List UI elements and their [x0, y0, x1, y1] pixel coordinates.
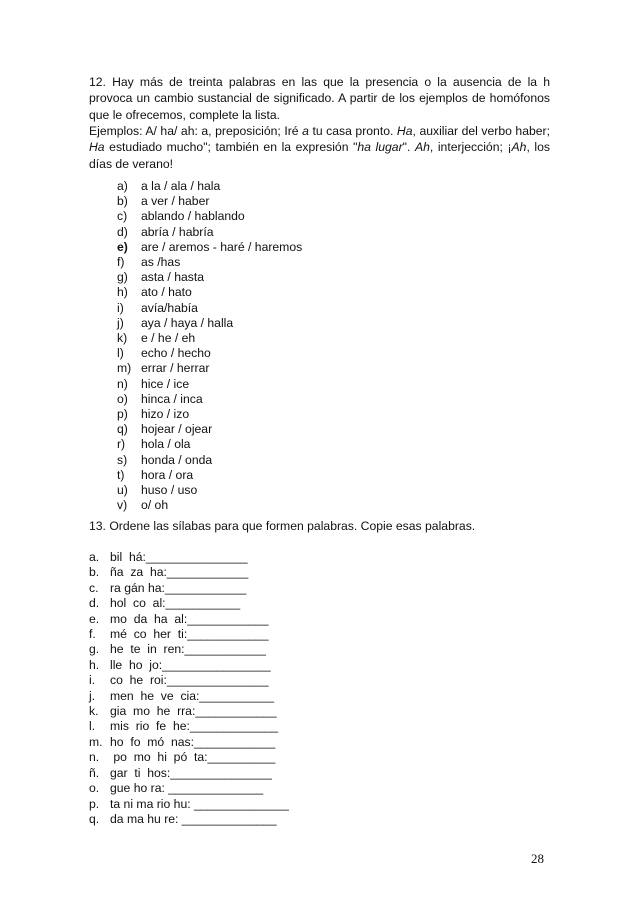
examples-run: ha lugar — [357, 140, 403, 155]
item-text: bil há:_______________ — [110, 550, 248, 564]
list-item — [117, 270, 302, 285]
item-letter: a) — [117, 179, 128, 193]
list-item — [89, 750, 289, 765]
list-item — [117, 453, 302, 468]
item-letter: q. — [89, 811, 100, 826]
list-item — [89, 766, 289, 781]
list-item — [117, 392, 302, 407]
item-letter: o) — [117, 391, 128, 406]
item-text: hojear / ojear — [141, 422, 213, 437]
item-letter: e) — [117, 239, 128, 254]
item-letter: s) — [117, 452, 128, 467]
item-letter: f) — [117, 255, 125, 270]
item-text: avía/había — [141, 300, 198, 315]
list-item — [117, 285, 302, 300]
item-text: honda / onda — [141, 452, 213, 467]
item-letter: i. — [89, 673, 96, 688]
examples-run: , interjección; ¡ — [429, 140, 512, 155]
item-letter: j) — [117, 315, 124, 330]
item-text: huso / uso — [141, 483, 198, 498]
item-text: mé co her ti:____________ — [110, 627, 269, 642]
list-item — [89, 797, 289, 812]
item-text: da ma hu re: ______________ — [110, 811, 277, 826]
list-item — [89, 581, 289, 596]
list-item — [89, 673, 289, 688]
exercise-12-examples — [89, 123, 550, 172]
list-item — [89, 812, 289, 827]
item-text: mis rio fe he:_____________ — [110, 719, 279, 734]
examples-run: estudiado mucho"; también en la expresión " — [104, 140, 358, 155]
list-item — [117, 422, 302, 437]
item-text: hice / ice — [141, 376, 190, 391]
item-letter: b. — [89, 565, 100, 580]
examples-run: tu casa pronto. — [308, 124, 397, 138]
item-text: a la / ala / hala — [141, 179, 221, 193]
item-text: mo da ha al:____________ — [110, 611, 269, 626]
examples-run: Ha — [89, 140, 105, 155]
item-text: ña za ha:____________ — [110, 565, 249, 580]
item-text: hol co al:___________ — [110, 596, 241, 611]
item-letter: b) — [117, 194, 128, 209]
item-letter: r) — [117, 437, 126, 452]
item-text: a ver / haber — [141, 194, 210, 209]
item-text: co he roi:_______________ — [110, 673, 269, 688]
item-letter: l. — [89, 719, 96, 734]
item-text: hola / ola — [141, 437, 191, 452]
item-text: hizo / izo — [141, 407, 190, 422]
list-item — [89, 689, 289, 704]
examples-run: Ah — [414, 140, 430, 155]
examples-run: ". — [402, 140, 415, 155]
item-letter: c) — [117, 209, 128, 224]
item-text: gia mo he rra:____________ — [110, 704, 277, 719]
item-text: men he ve cia:___________ — [110, 688, 274, 703]
item-letter: m. — [89, 734, 103, 749]
item-letter: d. — [89, 596, 100, 611]
item-letter: m) — [117, 361, 132, 376]
list-item — [117, 483, 302, 498]
list-item — [117, 331, 302, 346]
item-letter: g) — [117, 270, 128, 285]
examples-run: Ejemplos: A/ ha/ ah: a, preposición; Iré — [89, 124, 303, 138]
item-letter: l) — [117, 346, 124, 361]
list-item — [117, 346, 302, 361]
item-letter: k. — [89, 704, 99, 719]
exercise-13-heading: 13. Ordene las sílabas para que formen palabras. Copie esas palabras. — [89, 519, 476, 533]
item-text: errar / herrar — [141, 361, 210, 376]
list-item — [117, 361, 302, 376]
item-letter: g. — [89, 642, 100, 657]
item-letter: v) — [117, 498, 128, 513]
list-item — [117, 194, 302, 209]
item-text: echo / hecho — [141, 346, 211, 361]
list-item — [117, 225, 302, 240]
page-number: 28 — [531, 851, 544, 866]
item-text: o/ oh — [141, 498, 169, 513]
list-item — [89, 642, 289, 657]
examples-run: a — [302, 124, 309, 138]
list-item — [117, 179, 302, 194]
list-item — [89, 704, 289, 719]
item-text: asta / hasta — [141, 270, 205, 285]
item-letter: f. — [89, 627, 96, 642]
item-letter: p) — [117, 407, 128, 422]
list-item — [117, 437, 302, 452]
list-item — [117, 255, 302, 270]
exercise-12-instructions: 12. Hay más de treinta palabras en las que la presencia o la ausencia de la h provoca un cambio sustancial de significado. A partir de los ejemplos de homófonos que le ofrecemos, complete la lista. — [89, 75, 550, 122]
item-letter: e. — [89, 611, 100, 626]
examples-run: , auxiliar del verbo haber; — [412, 124, 550, 138]
item-text: ablando / hablando — [141, 209, 245, 224]
list-item — [89, 627, 289, 642]
item-text: ta ni ma rio hu: ______________ — [110, 796, 289, 811]
list-item — [89, 612, 289, 627]
item-letter: h. — [89, 657, 100, 672]
item-letter: h) — [117, 285, 128, 300]
examples-run: Ha — [396, 124, 413, 138]
item-letter: n. — [89, 750, 100, 765]
list-item — [117, 240, 302, 255]
list-item — [89, 550, 289, 565]
list-item — [89, 596, 289, 611]
item-text: e / he / eh — [141, 331, 196, 346]
item-text: he te in ren:____________ — [110, 642, 266, 657]
item-text: ato / hato — [141, 285, 192, 300]
item-text: lle ho jo:________________ — [110, 657, 271, 672]
item-letter: o. — [89, 781, 100, 796]
item-letter: n) — [117, 376, 128, 391]
item-letter: q) — [117, 422, 128, 437]
examples-run: , los días de verano! — [89, 140, 551, 171]
item-text: po mo hi pó ta:__________ — [110, 750, 276, 765]
list-item — [117, 301, 302, 316]
item-letter: i) — [117, 300, 124, 315]
item-letter: ñ. — [89, 765, 100, 780]
list-item — [89, 658, 289, 673]
homophone-list — [117, 179, 302, 513]
list-item — [117, 468, 302, 483]
list-item — [117, 209, 302, 224]
syllable-list — [89, 550, 289, 827]
list-item — [117, 377, 302, 392]
list-item — [117, 316, 302, 331]
item-letter: u) — [117, 483, 128, 498]
item-letter: t) — [117, 467, 125, 482]
item-text: ra gán ha:____________ — [110, 580, 247, 595]
item-text: abría / habría — [141, 224, 214, 239]
item-text: as /has — [141, 255, 181, 270]
item-text: are / aremos - haré / haremos — [141, 239, 303, 254]
item-text: ho fo mó nas:____________ — [110, 734, 276, 749]
item-letter: j. — [89, 688, 96, 703]
item-letter: c. — [89, 580, 99, 595]
item-letter: k) — [117, 331, 128, 346]
list-item — [89, 781, 289, 796]
list-item — [89, 735, 289, 750]
item-text: gue ho ra: ______________ — [110, 781, 264, 796]
item-text: aya / haya / halla — [141, 315, 234, 330]
list-item — [89, 565, 289, 580]
item-text: gar ti hos:_______________ — [110, 765, 272, 780]
item-text: hinca / inca — [141, 391, 203, 406]
item-letter: d) — [117, 224, 128, 239]
item-text: hora / ora — [141, 467, 194, 482]
examples-run: Ah — [511, 140, 527, 155]
list-item — [89, 719, 289, 734]
list-item — [117, 498, 302, 513]
list-item — [117, 407, 302, 422]
item-letter: p. — [89, 796, 100, 811]
item-letter: a. — [89, 550, 100, 564]
